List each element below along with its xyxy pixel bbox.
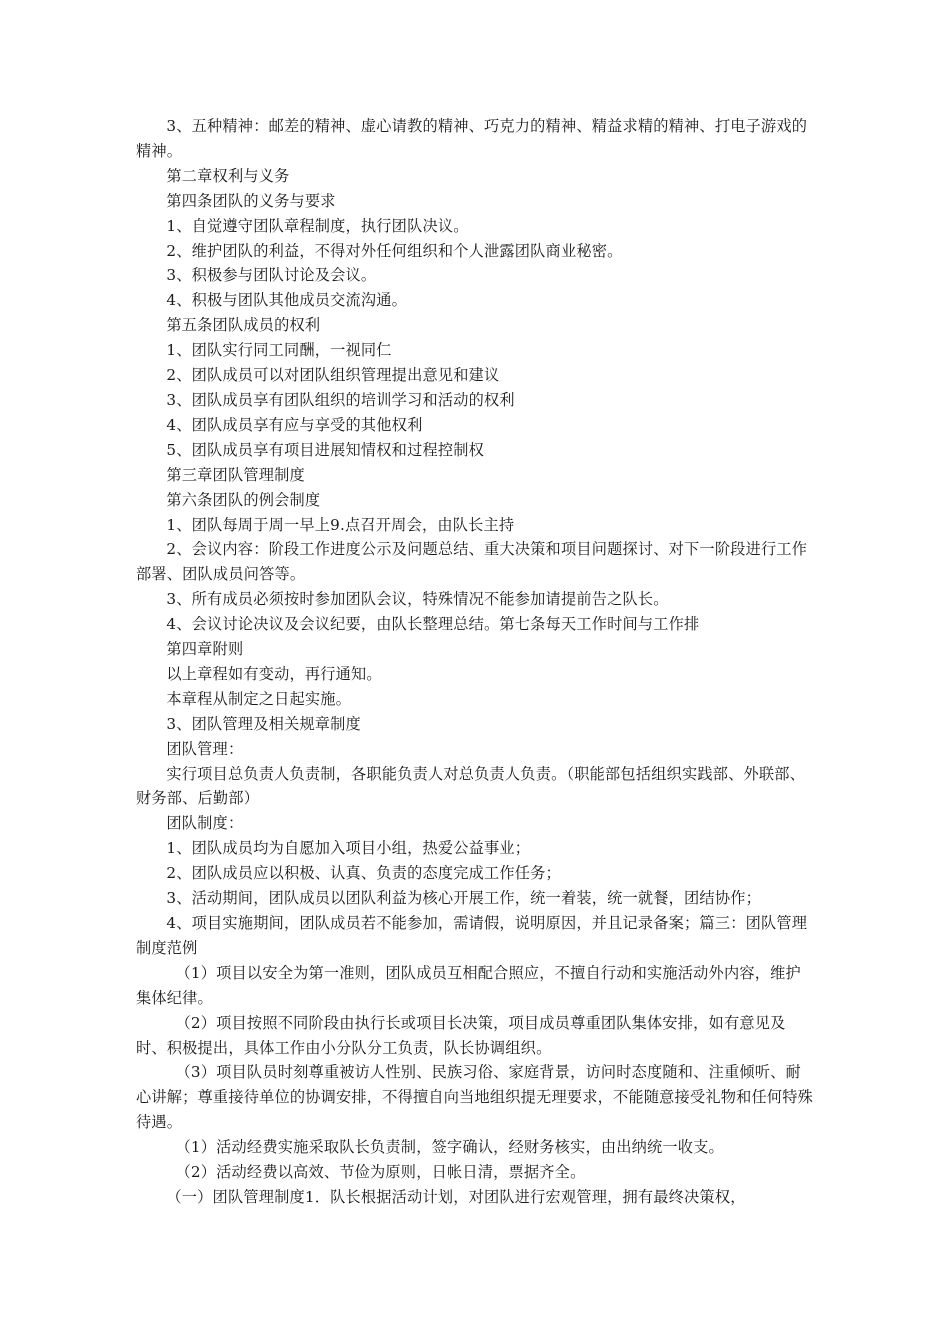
document-body [136, 114, 816, 1210]
list-item: 4、团队成员享有应与享受的其他权利 [166, 415, 423, 434]
list-item: （2）项目按照不同阶段由执行长或项目长决策，项目成员尊重团队集体安排，如有意见及时、积极提出，具体工作由小分队分工负责，队长协调组织。 [136, 1013, 786, 1057]
list-item: 3、活动期间，团队成员以团队利益为核心开展工作，统一着装，统一就餐，团结协作； [166, 889, 761, 908]
list-item: （2）活动经费以高效、节俭为原则，日帐日清，票据齐全。 [175, 1163, 586, 1182]
list-item: 2、团队成员可以对团队组织管理提出意见和建议 [166, 366, 500, 385]
list-item: 4、会议讨论决议及会议纪要，由队长整理总结。第七条每天工作时间与工作排 [166, 615, 700, 634]
list-item: 1、团队每周于周一早上9.点召开周会，由队长主持 [166, 515, 515, 534]
paragraph: 以上章程如有变动，再行通知。 [166, 664, 382, 683]
list-item: 1、团队实行同工同酬，一视同仁 [166, 341, 392, 360]
paragraph: 本章程从制定之日起实施。 [166, 689, 352, 708]
chapter-heading: 第四章附则 [166, 640, 244, 659]
article-heading: 第五条团队成员的权利 [166, 316, 321, 335]
chapter-heading: 第三章团队管理制度 [166, 465, 305, 484]
article-heading: 第六条团队的例会制度 [166, 490, 321, 509]
chapter-heading: 第二章权利与义务 [166, 166, 290, 185]
list-item: 3、团队成员享有团队组织的培训学习和活动的权利 [166, 390, 515, 409]
list-item: 2、会议内容：阶段工作进度公示及问题总结、重大决策和项目问题探讨、对下一阶段进行工作部署、团队成员问答等。 [136, 540, 808, 584]
section-heading: 团队制度： [166, 814, 244, 833]
section-heading: 团队管理： [166, 739, 244, 758]
list-item: （1）项目以安全为第一准则，团队成员互相配合照应，不擅自行动和实施活动外内容，维护集体纪律。 [136, 963, 801, 1007]
section-heading: 3、团队管理及相关规章制度 [166, 714, 361, 733]
list-item: （一）团队管理制度1．队长根据活动计划，对团队进行宏观管理，拥有最终决策权， [166, 1187, 746, 1206]
paragraph: 3、五种精神：邮差的精神、虚心请教的精神、巧克力的精神、精益求精的精神、打电子游戏的精神。 [136, 117, 808, 160]
list-item: 4、积极与团队其他成员交流沟通。 [166, 291, 408, 310]
paragraph: 实行项目总负责人负责制，各职能负责人对总负责人负责。（职能部包括组织实践部、外联部、财务部、后勤部） [136, 764, 806, 808]
list-item: 1、团队成员均为自愿加入项目小组，热爱公益事业； [166, 839, 531, 858]
list-item: （1）活动经费实施采取队长负责制，签字确认，经财务核实，由出纳统一收支。 [175, 1138, 724, 1157]
list-item: 3、积极参与团队讨论及会议。 [166, 266, 377, 285]
list-item: 5、团队成员享有项目进展知情权和过程控制权 [166, 440, 485, 459]
list-item: 4、项目实施期间，团队成员若不能参加，需请假，说明原因，并且记录备案；篇三：团队管理制度范例 [136, 914, 808, 957]
list-item: 2、团队成员应以积极、认真、负责的态度完成工作任务； [166, 864, 561, 883]
list-item: 3、所有成员必须按时参加团队会议，特殊情况不能参加请提前告之队长。 [166, 590, 669, 609]
article-heading: 第四条团队的义务与要求 [166, 191, 336, 210]
list-item: 1、自觉遵守团队章程制度，执行团队决议。 [166, 216, 469, 235]
list-item: 2、维护团队的利益，不得对外任何组织和个人泄露团队商业秘密。 [166, 241, 623, 260]
list-item: （3）项目队员时刻尊重被访人性别、民族习俗、家庭背景，访问时态度随和、注重倾听、耐心讲解；尊重接待单位的协调安排，不得擅自向当地组织提无理要求，不能随意接受礼物和任何特殊待遇。 [136, 1063, 814, 1132]
